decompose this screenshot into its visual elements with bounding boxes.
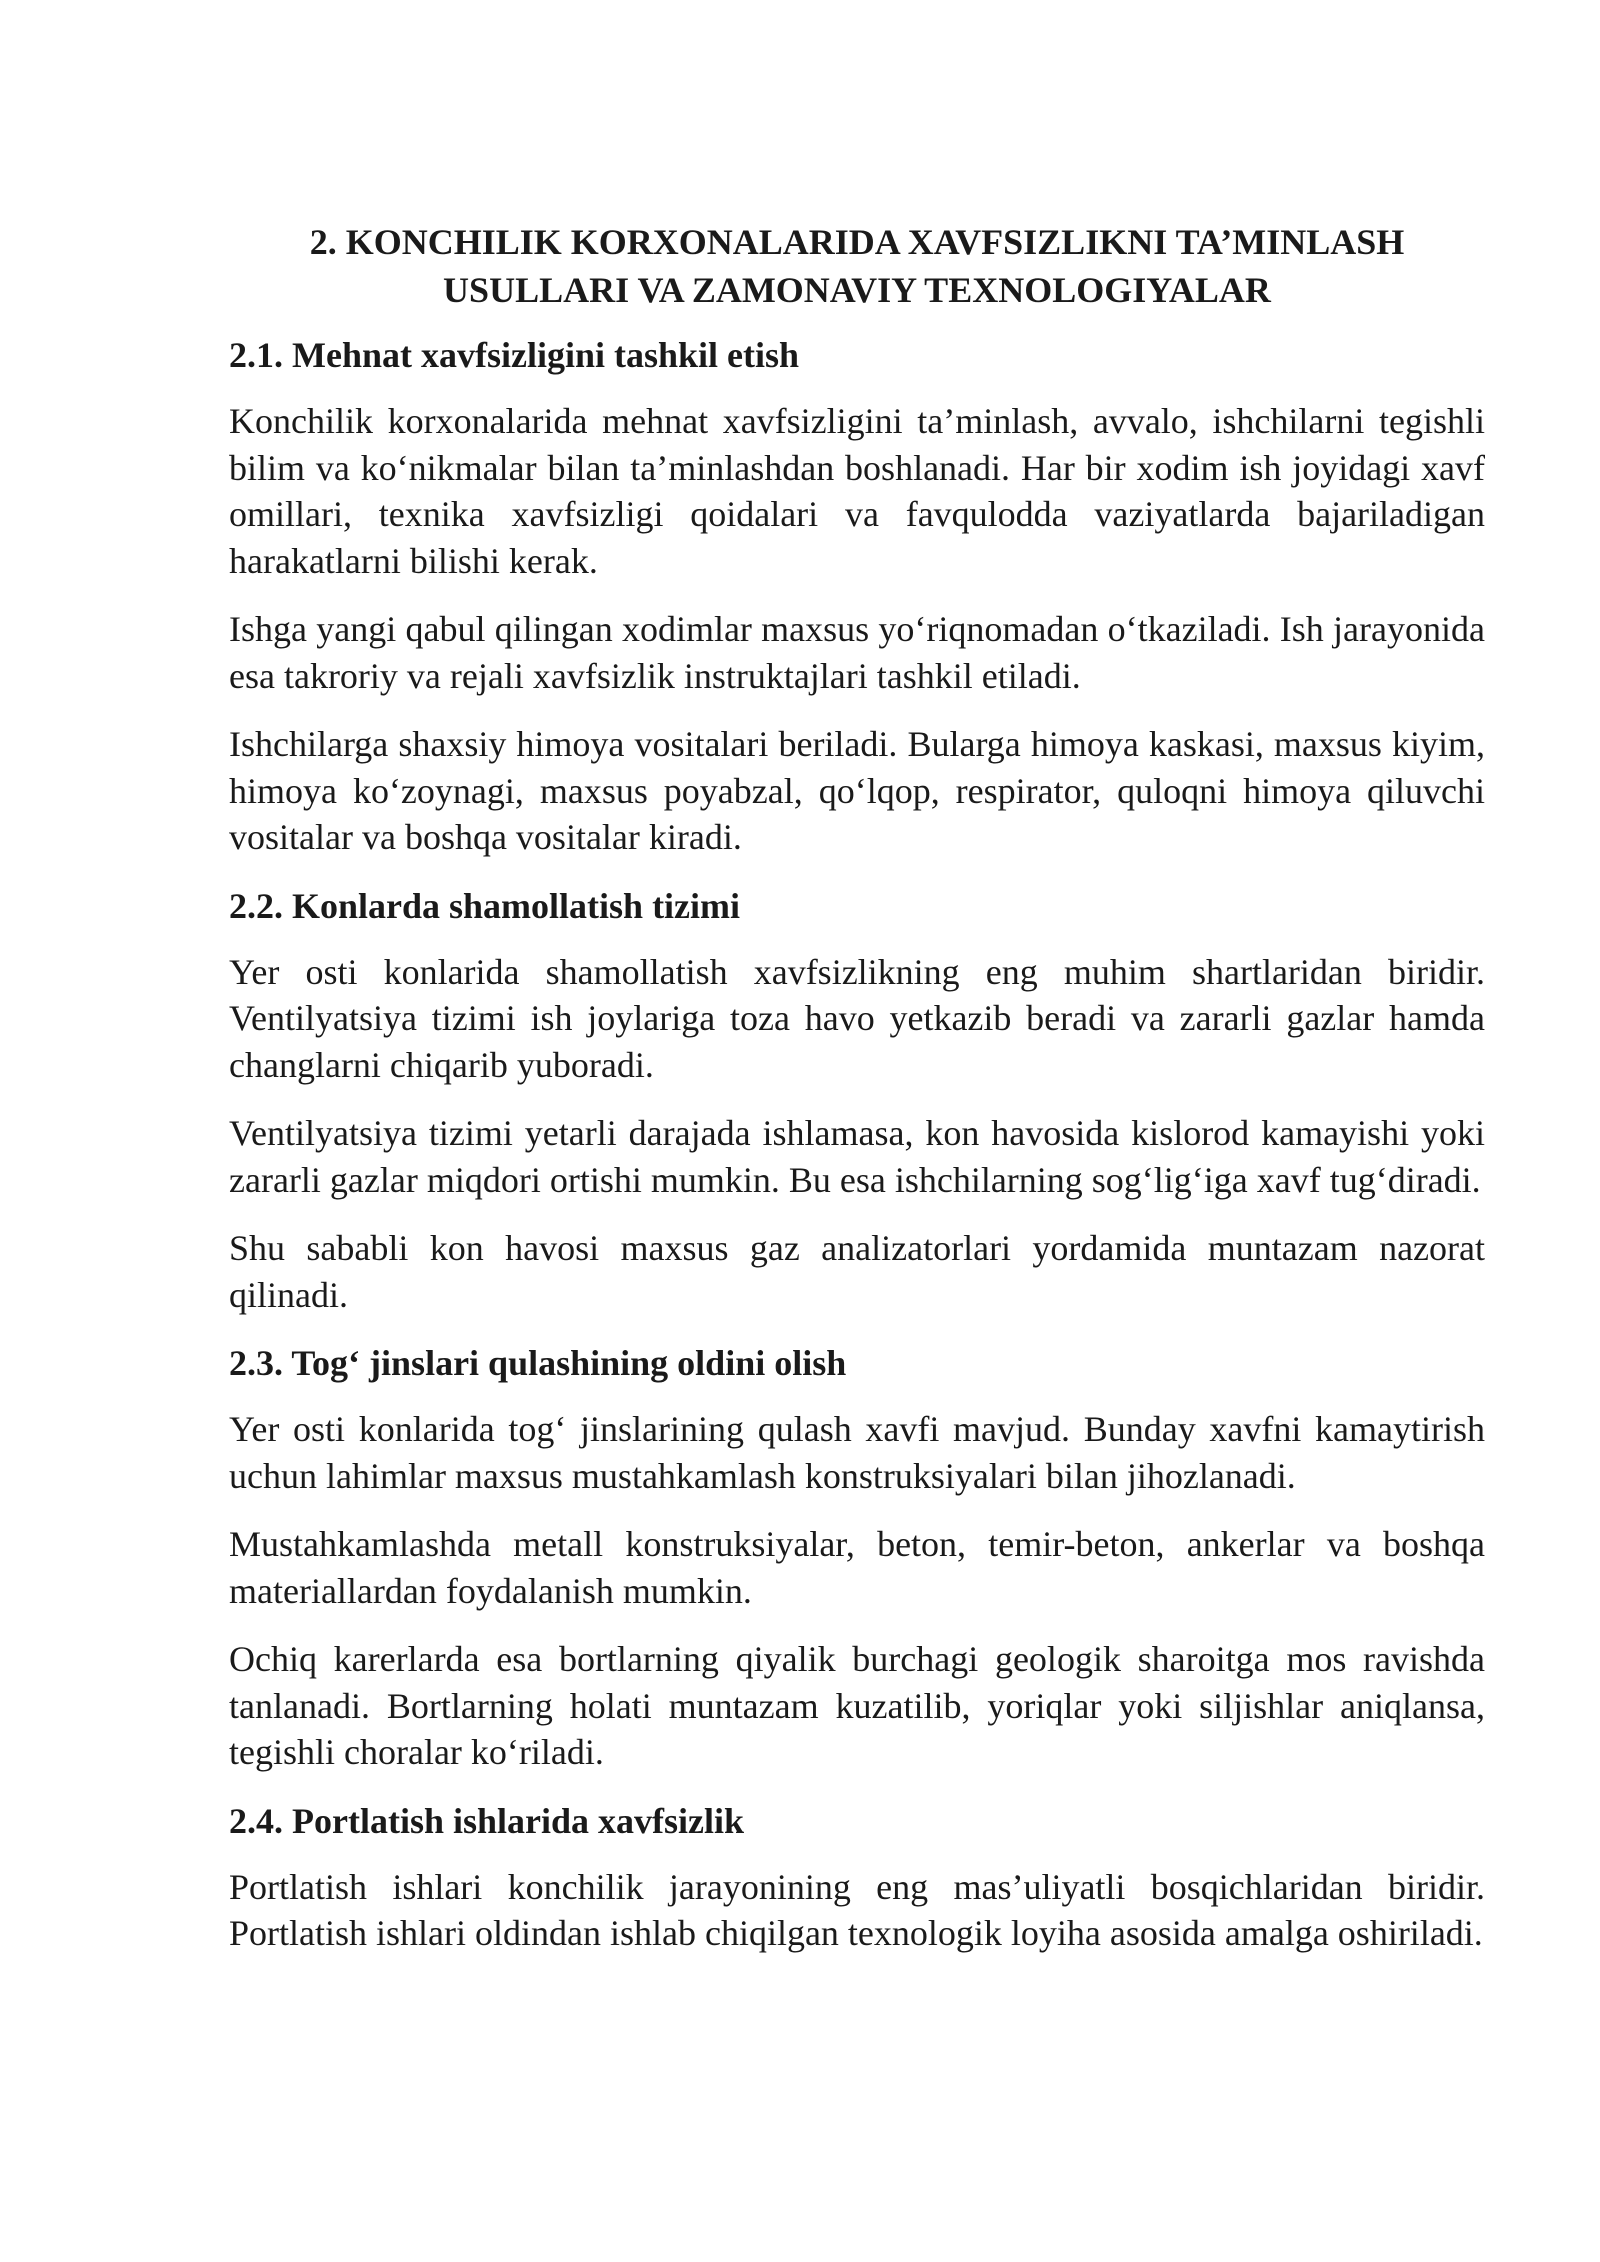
paragraph: Yer osti konlarida shamollatish xavfsizlikning eng muhim shartlaridan biridir. Ventilyatsiya tizimi ish joylariga toza havo yetkazib beradi va zararli gazlar hamda changlarni chiqarib yuboradi. (229, 951, 1485, 1085)
section-2-2 (229, 883, 1485, 1319)
paragraph: Konchilik korxonalarida mehnat xavfsizligini ta’minlash, avvalo, ishchilarni tegishli bilim va koʻnikmalar bilan ta’minlashdan boshlanadi. Har bir xodim ish joyidagi xavf omillari, texnika xavfsizligi qoidalari va favqulodda vaziyatlarda bajariladigan harakatlarni bilishi kerak. (229, 401, 1485, 581)
paragraph: Ishga yangi qabul qilingan xodimlar maxsus yoʻriqnomadan oʻtkaziladi. Ish jarayonida esa takroriy va rejali xavfsizlik instruktajlari tashkil etiladi. (229, 609, 1485, 696)
section-heading: 2.3. Togʻ jinslari qulashining oldini olish (229, 1343, 847, 1383)
section-heading: 2.2. Konlarda shamollatish tizimi (229, 885, 741, 926)
section-2-4 (229, 1798, 1485, 1957)
section-2-3 (229, 1340, 1485, 1776)
chapter-title (229, 218, 1485, 314)
chapter-title-line-1: 2. KONCHILIK KORXONALARIDA XAVFSIZLIKNI TA’MINLASH (309, 222, 1405, 262)
section-heading: 2.4. Portlatish ishlarida xavfsizlik (229, 1800, 745, 1841)
document-page (229, 218, 1485, 1979)
paragraph: Ventilyatsiya tizimi yetarli darajada ishlamasa, kon havosida kislorod kamayishi yoki zararli gazlar miqdori ortishi mumkin. Bu esa ishchilarning sogʻligʻiga xavf tugʻdiradi. (229, 1113, 1485, 1200)
section-2-1 (229, 332, 1485, 861)
paragraph: Shu sababli kon havosi maxsus gaz analizatorlari yordamida muntazam nazorat qilinadi. (229, 1228, 1485, 1315)
chapter-title-line-2: USULLARI VA ZAMONAVIY TEXNOLOGIYALAR (443, 270, 1271, 310)
paragraph: Ochiq karerlarda esa bortlarning qiyalik burchagi geologik sharoitga mos ravishda tanlanadi. Bortlarning holati muntazam kuzatilib, yoriqlar yoki siljishlar aniqlansa, tegishli choralar koʻriladi. (229, 1639, 1485, 1772)
section-heading: 2.1. Mehnat xavfsizligini tashkil etish (229, 335, 800, 375)
paragraph: Ishchilarga shaxsiy himoya vositalari beriladi. Bularga himoya kaskasi, maxsus kiyim, himoya koʻzoynagi, maxsus poyabzal, qoʻlqop, respirator, quloqni himoya qiluvchi vositalar va boshqa vositalar kiradi. (229, 724, 1485, 857)
paragraph: Yer osti konlarida togʻ jinslarining qulash xavfi mavjud. Bunday xavfni kamaytirish uchun lahimlar maxsus mustahkamlash konstruksiyalari bilan jihozlanadi. (229, 1409, 1485, 1496)
paragraph: Mustahkamlashda metall konstruksiyalar, beton, temir-beton, ankerlar va boshqa materiallardan foydalanish mumkin. (229, 1524, 1485, 1611)
paragraph: Portlatish ishlari konchilik jarayonining eng mas’uliyatli bosqichlaridan biridir. Portlatish ishlari oldindan ishlab chiqilgan texnologik loyiha asosida amalga oshiriladi. (229, 1866, 1485, 1953)
